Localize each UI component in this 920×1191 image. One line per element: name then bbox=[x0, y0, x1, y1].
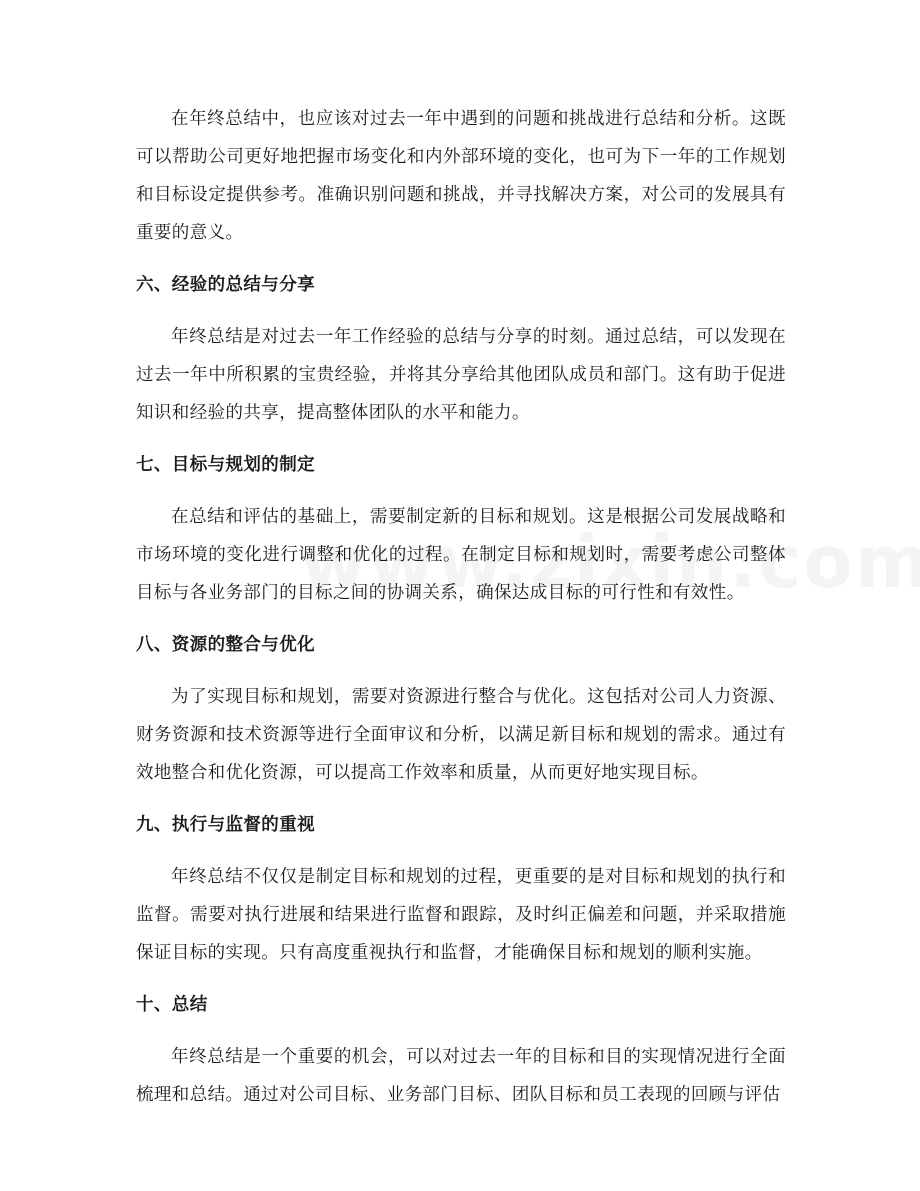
section-paragraph: 年终总结不仅仅是制定目标和规划的过程，更重要的是对目标和规划的执行和监督。需要对执行进展和结果进行监督和跟踪，及时纠正偏差和问题，并采取措施保证目标的实现。只有高度重视执行和监督，才能确保目标和规划的顺利实施。 bbox=[136, 867, 786, 963]
section-paragraph: 为了实现目标和规划，需要对资源进行整合与优化。这包括对公司人力资源、财务资源和技术资源等进行全面审议和分析，以满足新目标和规划的需求。通过有效地整合和优化资源，可以提高工作效率和质量，从而更好地实现目标。 bbox=[136, 687, 786, 783]
section-paragraph: 年终总结是对过去一年工作经验的总结与分享的时刻。通过总结，可以发现在过去一年中所积累的宝贵经验，并将其分享给其他团队成员和部门。这有助于促进知识和经验的共享，提高整体团队的水平和能力。 bbox=[136, 327, 786, 423]
document-body bbox=[136, 100, 786, 1114]
section-paragraph: 在总结和评估的基础上，需要制定新的目标和规划。这是根据公司发展战略和市场环境的变化进行调整和优化的过程。在制定目标和规划时，需要考虑公司整体目标与各业务部门的目标之间的协调关系，确保达成目标的可行性和有效性。 bbox=[136, 507, 786, 603]
section-heading: 九、执行与监督的重视 bbox=[136, 815, 315, 835]
section-10 bbox=[136, 972, 786, 1114]
section-heading: 七、目标与规划的制定 bbox=[136, 455, 315, 475]
section-9 bbox=[136, 792, 786, 972]
section-heading: 六、经验的总结与分享 bbox=[136, 275, 315, 295]
section-6 bbox=[136, 252, 786, 432]
section-heading: 八、资源的整合与优化 bbox=[136, 635, 315, 655]
section-paragraph: 年终总结是一个重要的机会，可以对过去一年的目标和目的实现情况进行全面梳理和总结。通过对公司目标、业务部门目标、团队目标和员工表现的回顾与评估 bbox=[136, 1047, 786, 1105]
section-8 bbox=[136, 612, 786, 792]
section-heading: 十、总结 bbox=[136, 995, 208, 1015]
section-7 bbox=[136, 432, 786, 612]
intro-paragraph: 在年终总结中，也应该对过去一年中遇到的问题和挑战进行总结和分析。这既可以帮助公司更好地把握市场变化和内外部环境的变化，也可为下一年的工作规划和目标设定提供参考。准确识别问题和挑战，并寻找解决方案，对公司的发展具有重要的意义。 bbox=[136, 109, 786, 243]
